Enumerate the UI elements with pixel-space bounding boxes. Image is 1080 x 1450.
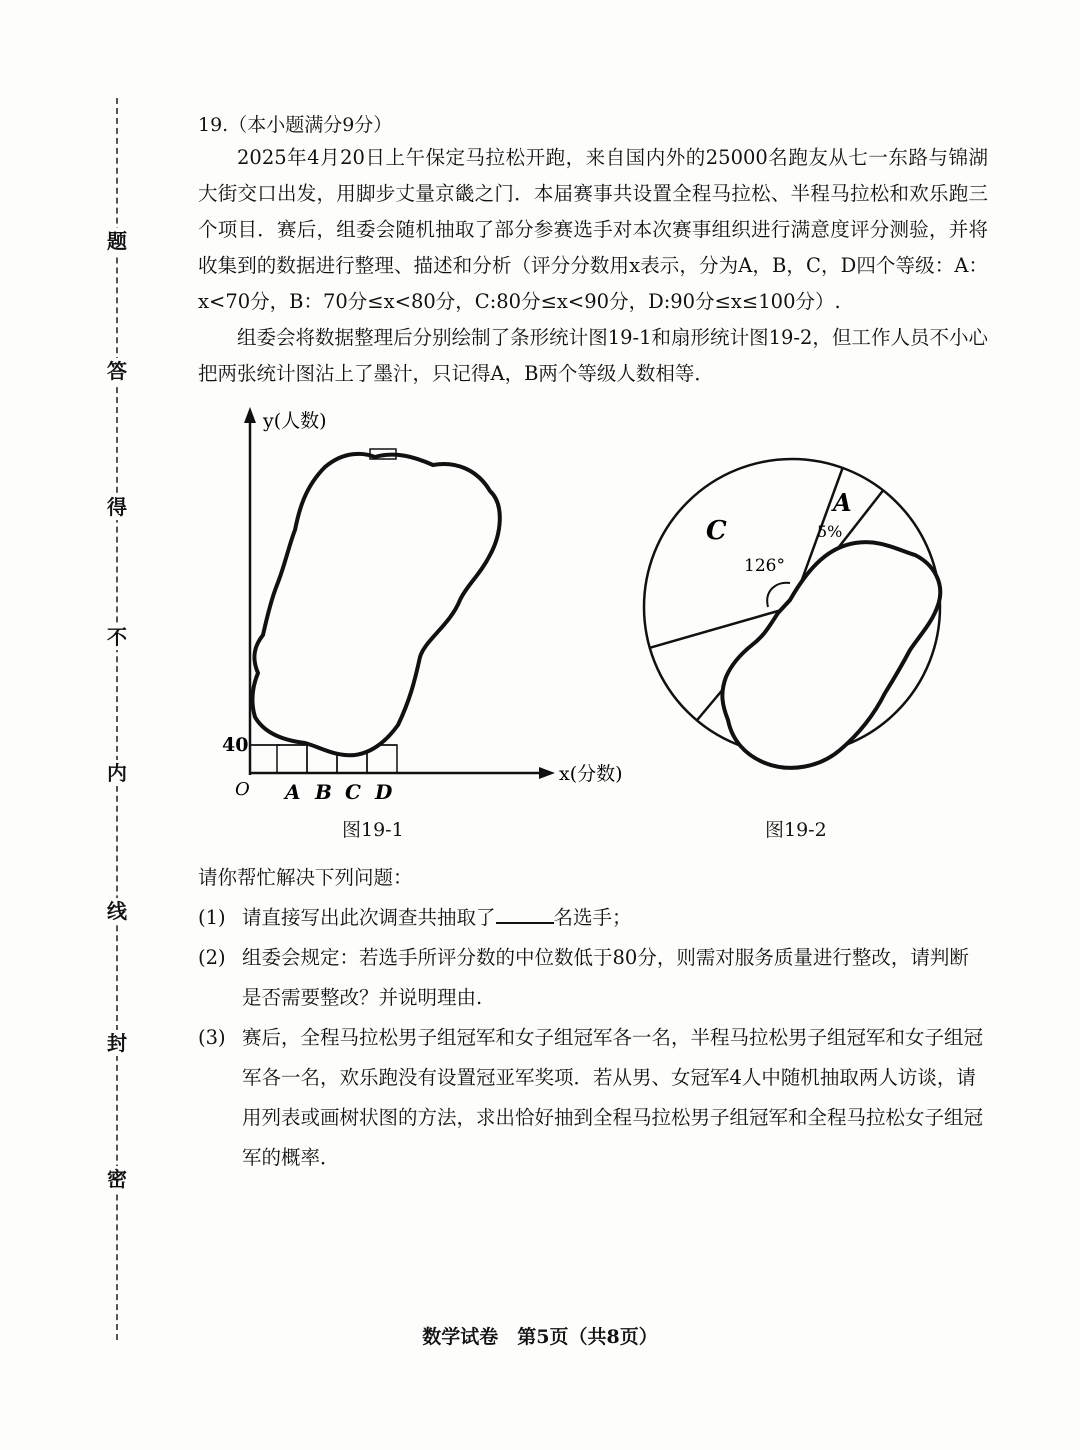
sub-question-text: 请直接写出此次调查共抽取了	[242, 906, 496, 929]
sub-question-number: (2)	[198, 946, 226, 969]
margin-char: 答	[104, 358, 130, 384]
bar-a	[277, 745, 307, 773]
y-tick-label: 40	[222, 734, 249, 756]
bar-label-b: B	[315, 780, 332, 804]
pie-label-c: C	[706, 516, 727, 546]
ink-blot	[252, 454, 499, 755]
question-title: 19.（本小题满分9分）	[198, 114, 393, 136]
sub-question-3	[198, 1018, 988, 1178]
figure-caption-19-2: 图19-2	[765, 819, 827, 841]
sub-question-text: 组委会规定：若选手所评分数的中位数低于80分，则需对服务质量进行整改，请判断是否需要整改？并说明理由.	[242, 946, 969, 1009]
answer-blank[interactable]	[496, 904, 554, 924]
pie-label-a: A	[833, 488, 852, 517]
margin-char: 封	[104, 1030, 130, 1056]
margin-char: 内	[104, 760, 130, 786]
figure-caption-19-1: 图19-1	[342, 819, 404, 841]
binding-dashed-line	[116, 98, 118, 1340]
question-paragraph-2: 组委会将数据整理后分别绘制了条形统计图19-1和扇形统计图19-2，但工作人员不小心把两张统计图沾上了墨汁，只记得A，B两个等级人数相等．	[198, 326, 988, 385]
pie-percent-a: 5%	[817, 522, 843, 541]
page-footer: 数学试卷 第5页（共8页）	[422, 1326, 658, 1348]
bar-label-c: C	[345, 780, 361, 804]
sub-question-2	[198, 938, 988, 1018]
pie-chart-19-2	[640, 455, 970, 785]
question-body	[198, 140, 988, 392]
bar-chart-19-1	[205, 395, 635, 820]
sub-questions	[198, 858, 988, 1178]
question-paragraph-1: 2025年4月20日上午保定马拉松开跑，来自国内外的25000名跑友从七一东路与锦湖大街交口出发，用脚步丈量京畿之门．本届赛事共设置全程马拉松、半程马拉松和欢乐跑三个项目．赛后，组委会随机抽取了部分参赛选手对本次赛事组织进行满意度评分测验，并将收集到的数据进行整理、描述和分析（评分分数用x表示，分为A，B，C，D四个等级：A：x<70分，B：70分≤x<80分，C:80分≤x<90分，D:90分≤x≤100分）.	[198, 146, 988, 313]
margin-char: 线	[104, 898, 130, 924]
x-axis-arrow	[539, 767, 555, 779]
margin-char: 题	[104, 228, 130, 254]
margin-char: 不	[104, 624, 130, 650]
margin-char: 得	[104, 494, 130, 520]
sub-question-text: 赛后，全程马拉松男子组冠军和女子组冠军各一名，半程马拉松男子组冠军和女子组冠军各一名，欢乐跑没有设置冠亚军奖项．若从男、女冠军4人中随机抽取两人访谈，请用列表或画树状图的方法，求出恰好抽到全程马拉松男子组冠军和全程马拉松女子组冠军的概率．	[242, 1026, 984, 1169]
pie-angle-c: 126°	[744, 556, 785, 576]
sub-question-number: (3)	[198, 1026, 226, 1049]
origin-label: O	[235, 779, 250, 800]
bar-label-d: D	[375, 780, 393, 804]
y-axis-arrow	[244, 407, 256, 423]
y-axis-label: y(人数)	[263, 410, 327, 432]
bar-label-a: A	[285, 780, 301, 804]
sub-question-text: 名选手；	[553, 906, 632, 929]
questions-intro: 请你帮忙解决下列问题：	[198, 866, 413, 889]
sub-question-number: (1)	[198, 906, 226, 929]
sub-question-1	[198, 898, 988, 938]
x-axis-label: x(分数)	[559, 763, 623, 785]
margin-char: 密	[104, 1166, 130, 1192]
